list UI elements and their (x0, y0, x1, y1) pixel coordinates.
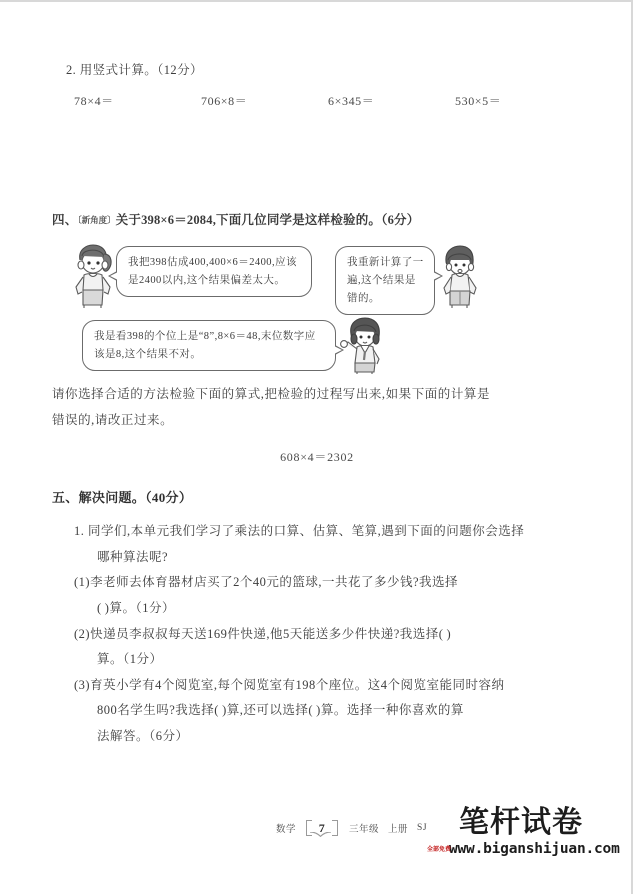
sub-question-1-label: (1) (74, 575, 91, 590)
section-four-title: 关于398×6＝2084,下面几位同学是这样检验的。 (115, 213, 382, 227)
section-four-equation: 608×4＝2302 (280, 449, 354, 464)
section-five-heading (52, 487, 582, 506)
watermark-url: www.biganshijuan.com (449, 841, 620, 857)
section-four-instruction (52, 381, 582, 434)
sub-question-1 (52, 570, 582, 621)
sub-question-3-text-a: 800名学生吗?我选择( (97, 703, 219, 718)
sub-question-2-label: (2) (74, 626, 91, 641)
section-two-title: 用竖式计算。（12分） (79, 63, 203, 77)
answer-blank-open: ( (97, 600, 102, 615)
sub-question-1-tail: )算。（1分） (104, 600, 175, 615)
section-four-heading (52, 210, 582, 228)
speech-bubble-2: 我重新计算了一遍,这个结果是错的。 (335, 246, 435, 315)
student-girl-bob-illustration (340, 316, 388, 374)
footer-meta (276, 818, 427, 838)
expression-item: 78×4＝ (74, 94, 114, 108)
instruction-line-1: 请你选择合适的方法检验下面的算式,把检验的过程写出来,如果下面的计算是 (52, 387, 491, 401)
student-boy-illustration (439, 244, 481, 308)
expression-item: 530×5＝ (455, 94, 502, 108)
question-1-line-2: 哪种算法呢? (97, 549, 169, 564)
section-four-number: 四、 (52, 213, 78, 227)
footer-grade: 三年级 (349, 825, 380, 835)
answer-blank-close: ) (446, 626, 452, 641)
sub-question-3-line-1 (74, 673, 582, 699)
footer-version: SJ (417, 823, 428, 833)
sub-question-2-line-1 (74, 622, 582, 648)
sub-question-1-text: 李老师去体育器材店买了2个40元的篮球,一共花了多少钱?我选择 (90, 575, 459, 590)
speech-bubble-group (52, 242, 582, 377)
question-1-text: 同学们,本单元我们学习了乘法的口算、估算、笔算,遇到下面的问题你会选择 (88, 524, 525, 538)
expression-item: 6×345＝ (328, 94, 375, 108)
watermark-url-row (423, 840, 619, 857)
sub-question-3-label: (3) (74, 677, 91, 692)
sub-question-1-line-1 (74, 570, 582, 596)
open-book-icon (310, 832, 331, 839)
question-1-line-1 (74, 519, 582, 545)
section-two (52, 60, 582, 109)
sub-question-1-line-2 (74, 596, 582, 622)
instruction-line-2: 错误的,请改正过来。 (52, 413, 174, 428)
sub-question-2 (52, 622, 582, 673)
section-five-number: 五、 (52, 490, 79, 505)
page-number: 7 (318, 820, 326, 835)
sub-question-3-text-b: )算,还可以选择( (222, 703, 314, 718)
footer-subject: 数学 (276, 825, 297, 835)
section-four (52, 210, 582, 465)
section-four-points: （6分） (381, 213, 420, 227)
question-1 (52, 519, 582, 570)
sub-question-3-text: 育英小学有4个阅览室,每个阅览室有198个座位。这4个阅览室能同时容纳 (90, 677, 505, 692)
page-number-box (307, 818, 337, 838)
watermark-brand: 笔杆试卷 (459, 805, 583, 840)
speech-bubble-3: 我是看398的个位上是“8”,8×6＝48,末位数字应该是8,这个结果不对。 (82, 320, 336, 371)
sub-question-2-text: 快递员李叔叔每天送169件快递,他5天能送多少件快递?我选择( (90, 626, 444, 641)
section-five-title: 解决问题。 (78, 490, 146, 505)
watermark-free-badge: 全部免费 (427, 846, 452, 853)
section-two-expression-row (52, 92, 582, 109)
section-five (52, 487, 582, 750)
watermark (423, 805, 620, 857)
footer-term: 上册 (388, 825, 409, 835)
sub-question-2-line-2: 算。（1分） (97, 652, 163, 667)
sub-question-3 (52, 673, 582, 750)
section-five-points: （40分） (145, 490, 193, 505)
page-bracket-right-icon (332, 820, 338, 836)
question-1-number: 1. (74, 524, 85, 538)
sub-question-3-text-c: )算。选择一种你喜欢的算 (316, 703, 464, 718)
speech-bubble-1: 我把398估成400,400×6＝2400,应该是2400以内,这个结果偏差太大。 (116, 246, 312, 297)
expression-item: 706×8＝ (201, 94, 248, 108)
section-four-tag: 〔新角度〕 (77, 215, 116, 225)
sub-question-3-line-3: 法解答。（6分） (97, 729, 189, 743)
page-footer (0, 805, 633, 872)
section-two-heading (52, 60, 582, 80)
section-two-number: 2. (66, 63, 77, 77)
sub-question-3-line-2 (74, 698, 582, 724)
